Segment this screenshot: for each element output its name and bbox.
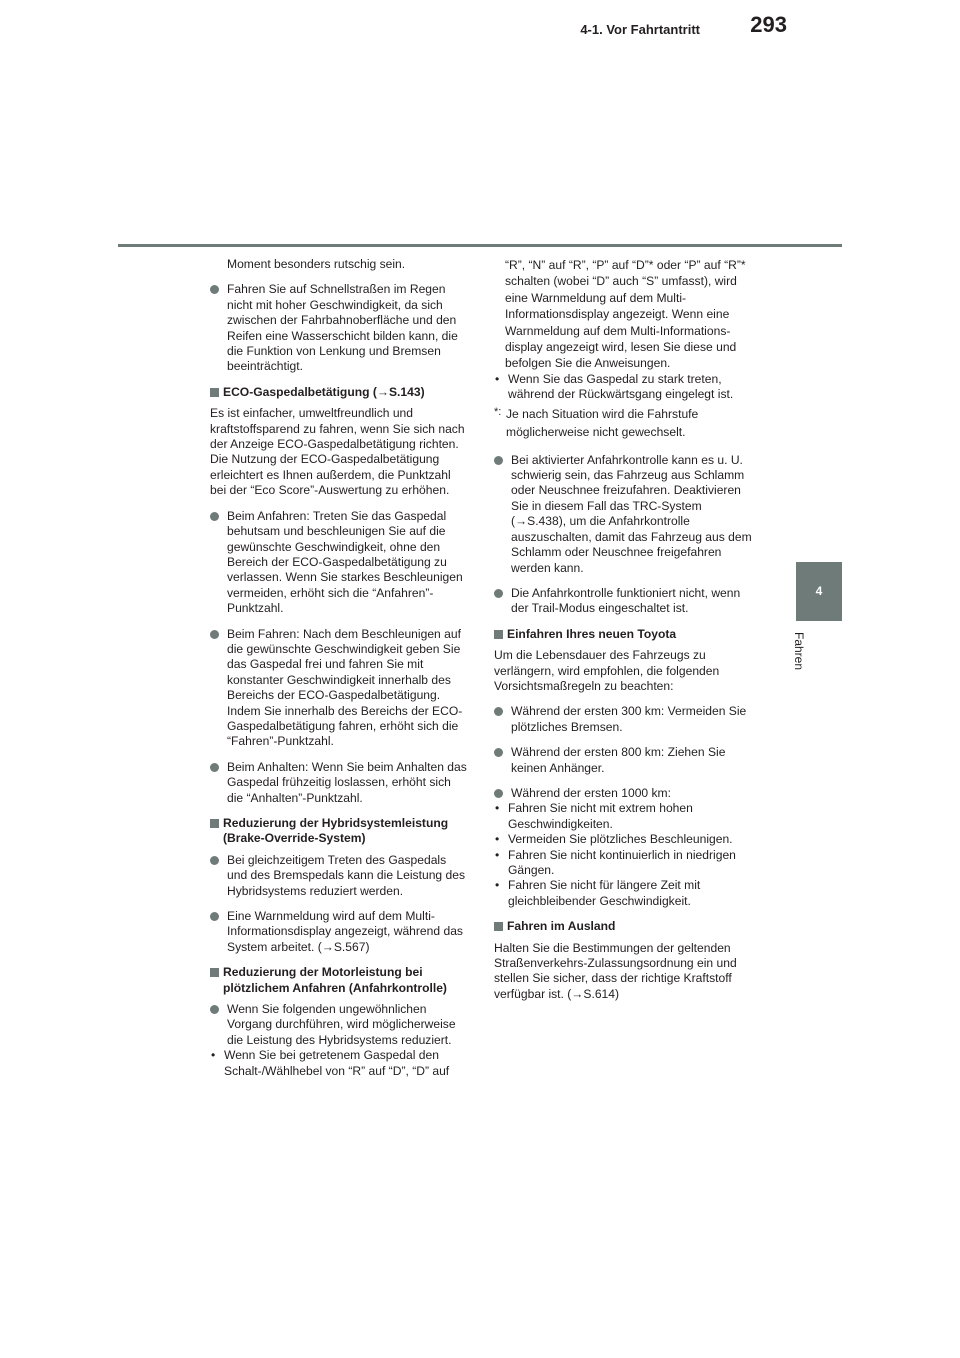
dash-text: Wenn Sie das Gaspedal zu stark treten, während der Rückwärtsgang eingelegt ist.	[508, 371, 734, 402]
right-column	[494, 257, 756, 1012]
dash-text: Vermeiden Sie plötzliches Beschleunigen.	[508, 832, 733, 847]
square-heading-icon	[210, 968, 219, 977]
circle-bullet-icon	[210, 912, 219, 921]
dash-marker: •	[211, 1048, 216, 1063]
circle-bullet-icon	[494, 707, 503, 716]
bullet-item	[494, 704, 756, 735]
section-heading	[210, 816, 468, 847]
heading-text: ECO-Gaspedalbetätigung (→S.143)	[223, 384, 425, 399]
dash-item	[494, 832, 756, 847]
footnote-text: Je nach Situation wird die Fahrstufe möglicherweise nicht gewechselt.	[506, 406, 699, 439]
bullet-text: Bei aktivierter Anfahrkontrolle kann es u. U. schwierig sein, das Fahrzeug aus Schlamm oder Neuschnee freizufahren. Deaktivieren Sie in diesem Fall das TRC-System (→S.438), um die Anfahrkontrolle auszuschalten, damit das Fahrzeug aus dem Schlamm oder Neuschnee freigefahren werden kann.	[511, 452, 752, 575]
bullet-text: Beim Fahren: Nach dem Beschleunigen auf die gewünschte Geschwindigkeit geben Sie das Gaspedal frei und fahren Sie mit konstanter Geschwindigkeit innerhalb des Bereichs der ECO-Gaspedalbetätigung. Indem Sie innerhalb des Bereichs der ECO-Gaspedalbetätigung fahren, erhöht sich die “Fahren”-Punktzahl.	[227, 626, 463, 749]
dash-text: Fahren Sie nicht mit extrem hohen Geschwindigkeiten.	[508, 801, 693, 831]
chapter-label: Fahren	[792, 632, 806, 671]
bullet-item	[210, 1002, 468, 1048]
circle-bullet-icon	[210, 763, 219, 772]
dash-marker: •	[495, 801, 500, 816]
circle-bullet-icon	[210, 512, 219, 521]
bullet-text: Beim Anfahren: Treten Sie das Gaspedal behutsam und beschleunigen Sie auf die gewünschte Geschwindigkeit, ohne den Bereich der ECO-Gaspedalbetätigung zu verlassen. Wenn Sie starkes Beschleunigen vermeiden, erhöht sich die “Anfahren”-Punktzahl.	[227, 508, 463, 616]
dash-text: Wenn Sie bei getretenem Gaspedal den Schalt-/Wählhebel von “R” auf “D”, “D” auf	[224, 1048, 450, 1078]
bullet-item	[494, 745, 756, 776]
dash-text: Fahren Sie nicht für längere Zeit mit gleichbleibender Geschwindigkeit.	[508, 878, 701, 908]
dash-marker: •	[495, 878, 500, 893]
heading-text: Einfahren Ihres neuen Toyota	[507, 626, 677, 641]
circle-bullet-icon	[494, 748, 503, 757]
section-heading	[494, 919, 756, 934]
dash-marker: •	[495, 832, 500, 847]
paragraph: “R”, “N” auf “R”, “P” auf “D”* oder “P” auf “R”* schalten (wobei “D” auch “S” umfasst), wird eine Warnmeldung auf dem Multi-Informationsdisplay angezeigt. Wenn eine Warnmeldung auf dem Multi-Informations-display angezeigt wird, lesen Sie diese und befolgen Sie die Anweisungen.	[505, 258, 746, 371]
dash-text: Fahren Sie nicht kontinuierlich in niedrigen Gängen.	[508, 847, 736, 877]
bullet-text: Bei gleichzeitigem Treten des Gaspedals und des Bremspedals kann die Leistung des Hybridsystems reduziert werden.	[227, 852, 466, 898]
dash-marker: •	[495, 847, 500, 862]
section-heading	[210, 965, 468, 996]
bullet-text: Während der ersten 800 km: Ziehen Sie keinen Anhänger.	[511, 745, 726, 775]
circle-bullet-icon	[210, 630, 219, 639]
circle-bullet-icon	[210, 285, 219, 294]
circle-bullet-icon	[494, 789, 503, 798]
bullet-text: Während der ersten 1000 km:	[511, 785, 671, 800]
dash-item	[494, 878, 756, 909]
dash-marker: •	[495, 371, 500, 386]
section-heading	[210, 385, 468, 400]
heading-text: Reduzierung der Motorleistung bei plötzlichem Anfahren (Anfahrkontrolle)	[223, 965, 447, 995]
bullet-item	[210, 853, 468, 899]
dash-item	[494, 801, 756, 832]
chapter-tab: 4	[796, 562, 842, 621]
square-heading-icon	[494, 630, 503, 639]
bullet-text: Eine Warnmeldung wird auf dem Multi-Informationsdisplay angezeigt, während das System arbeitet. (→S.567)	[227, 909, 463, 954]
footnote	[494, 405, 756, 441]
square-heading-icon	[210, 819, 219, 828]
section-heading	[494, 627, 756, 642]
bullet-text: Wenn Sie folgenden ungewöhnlichen Vorgang durchführen, wird möglicherweise die Leistung des Hybridsystems reduziert.	[227, 1002, 456, 1047]
bullet-item	[210, 627, 468, 750]
dash-item	[494, 372, 756, 403]
heading-text: Reduzierung der Hybridsystemleistung (Brake-Override-System)	[223, 816, 449, 846]
circle-bullet-icon	[494, 589, 503, 598]
dash-item	[494, 848, 756, 879]
bullet-item	[210, 909, 468, 955]
circle-bullet-icon	[210, 1005, 219, 1014]
bullet-item	[494, 453, 756, 576]
square-heading-icon	[494, 922, 503, 931]
left-column	[210, 257, 468, 1079]
paragraph: Um die Lebensdauer des Fahrzeugs zu verlängern, wird empfohlen, die folgenden Vorsichtsmaßregeln zu beachten:	[494, 648, 720, 693]
dash-item	[210, 1048, 468, 1079]
header-rule	[118, 244, 842, 247]
bullet-item	[210, 509, 468, 617]
paragraph: Halten Sie die Bestimmungen der geltenden Straßenverkehrs-Zulassungsordnung ein und stellen Sie sicher, dass der richtige Kraftstoff verfügbar ist. (→S.614)	[494, 940, 737, 1001]
heading-text: Fahren im Ausland	[507, 919, 616, 934]
bullet-text: Während der ersten 300 km: Vermeiden Sie plötzliches Bremsen.	[511, 704, 747, 734]
paragraph: Es ist einfacher, umweltfreundlich und kraftstoffsparend zu fahren, wenn Sie sich nach der Anzeige ECO-Gaspedalbetätigung richten. Die Nutzung der ECO-Gaspedalbetätigung erleichtert es Ihnen außerdem, die Punktzahl bei der “Eco Score”-Auswertung zu erhöhen.	[210, 406, 465, 498]
circle-bullet-icon	[210, 856, 219, 865]
bullet-text: Die Anfahrkontrolle funktioniert nicht, wenn der Trail-Modus eingeschaltet ist.	[511, 585, 741, 616]
section-title: 4-1. Vor Fahrtantritt	[580, 22, 700, 37]
bullet-item	[210, 282, 468, 374]
bullet-item	[210, 760, 468, 806]
circle-bullet-icon	[494, 456, 503, 465]
bullet-text: Fahren Sie auf Schnellstraßen im Regen nicht mit hoher Geschwindigkeit, da sich zwischen der Fahrbahnoberfläche und den Reifen eine Wasserschicht bilden kann, die die Funktion von Lenkung und Bremsen beeinträchtigt.	[227, 282, 458, 374]
page-number: 293	[750, 12, 787, 37]
bullet-item	[494, 786, 756, 801]
bullet-item	[494, 586, 756, 617]
paragraph: Moment besonders rutschig sein.	[227, 257, 406, 271]
square-heading-icon	[210, 388, 219, 397]
bullet-text: Beim Anhalten: Wenn Sie beim Anhalten das Gaspedal frühzeitig loslassen, erhöht sich die “Anhalten”-Punktzahl.	[227, 759, 467, 805]
footnote-marker: *:	[494, 405, 502, 418]
